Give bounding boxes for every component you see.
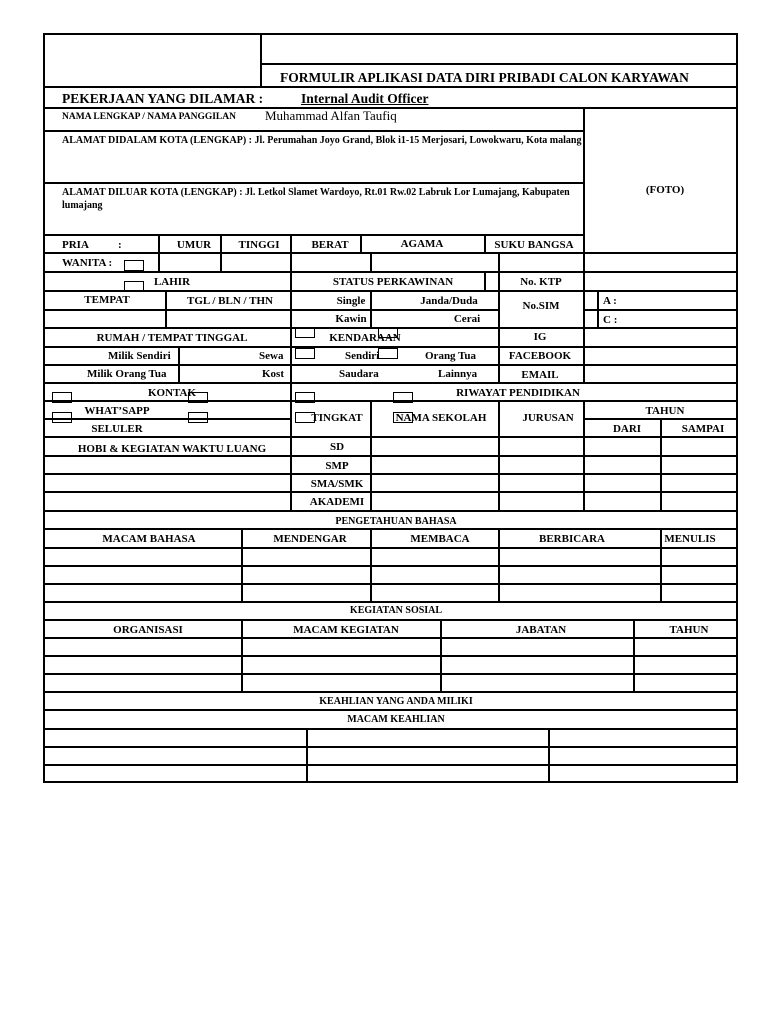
contact-header: KONTAK bbox=[147, 387, 197, 399]
grid-line-v bbox=[370, 252, 372, 271]
seluler-label: SELULER bbox=[91, 423, 143, 435]
marital-header: STATUS PERKAWINAN bbox=[332, 276, 454, 288]
grid-line-h bbox=[43, 182, 583, 184]
vehicle-own-checkbox[interactable] bbox=[378, 348, 398, 359]
email-label: EMAIL bbox=[521, 369, 559, 381]
grid-line-v bbox=[484, 271, 486, 290]
marital-cerai[interactable]: Cerai bbox=[453, 313, 481, 325]
birth-header: LAHIR bbox=[153, 276, 191, 288]
edu-level-sd: SD bbox=[329, 441, 345, 453]
fullname-value[interactable]: Muhammad Alfan Taufiq bbox=[265, 108, 397, 123]
social-activity-header: KEGIATAN SOSIAL bbox=[349, 605, 443, 616]
marital-single[interactable]: Single bbox=[336, 295, 366, 307]
grid-line-v bbox=[484, 234, 486, 252]
grid-line-h bbox=[43, 436, 738, 438]
grid-line-v bbox=[241, 528, 243, 601]
grid-line-v bbox=[498, 327, 500, 382]
religion-label: AGAMA bbox=[400, 238, 444, 250]
grid-line-h bbox=[43, 455, 738, 457]
grid-line-v bbox=[583, 107, 585, 271]
birth-checkbox[interactable] bbox=[124, 281, 144, 292]
grid-line-h bbox=[43, 691, 738, 693]
marital-janda[interactable]: Janda/Duda bbox=[420, 295, 478, 307]
address-out-city[interactable]: ALAMAT DILUAR KOTA (LENGKAP) : Jl. Letkol Slamet Wardoyo, Rt.01 Rw.02 Labruk Lor Lumajang, Kabupaten lumajang bbox=[62, 187, 570, 211]
ethnicity-label: SUKU BANGSA bbox=[494, 239, 574, 251]
grid-line-h bbox=[43, 473, 738, 475]
social-col-position: JABATAN bbox=[515, 624, 567, 636]
grid-line-v bbox=[241, 619, 243, 691]
edu-school-label: NAMA SEKOLAH bbox=[395, 412, 487, 424]
grid-line-h bbox=[43, 400, 738, 402]
weight-label: BERAT bbox=[311, 239, 349, 251]
grid-line-h bbox=[583, 309, 738, 311]
grid-line-h bbox=[43, 130, 583, 132]
ig-label: IG bbox=[533, 331, 547, 343]
height-label: TINGGI bbox=[238, 239, 280, 251]
grid-line-h bbox=[43, 418, 290, 420]
language-col-listen: MENDENGAR bbox=[273, 533, 347, 545]
photo-placeholder: (FOTO) bbox=[645, 184, 685, 196]
grid-line-h bbox=[43, 364, 738, 366]
marital-kawin[interactable]: Kawin bbox=[335, 313, 367, 325]
edu-level-smp: SMP bbox=[325, 460, 349, 472]
vehicle-header: KENDARAAN bbox=[329, 332, 401, 344]
grid-line-v bbox=[440, 619, 442, 691]
language-col-speak: BERBICARA bbox=[538, 533, 606, 545]
grid-line-h bbox=[43, 746, 738, 748]
vehicle-relative[interactable]: Saudara bbox=[339, 368, 379, 380]
sewa-checkbox[interactable] bbox=[295, 348, 315, 359]
edu-level-label: TINGKAT bbox=[311, 412, 363, 424]
grid-line-v bbox=[290, 271, 292, 327]
social-col-activity: MACAM KEGIATAN bbox=[293, 624, 399, 636]
address-in-city[interactable]: ALAMAT DIDALAM KOTA (LENGKAP) : Jl. Perumahan Joyo Grand, Blok i1-15 Merjosari, Lowokwaru, Kota malang bbox=[62, 135, 582, 146]
position-label: PEKERJAAN YANG DILAMAR : bbox=[62, 91, 264, 106]
female-checkbox[interactable] bbox=[124, 260, 144, 271]
skills-header: KEAHLIAN YANG ANDA MILIKI bbox=[319, 696, 473, 707]
grid-line-h bbox=[43, 252, 738, 254]
edu-from-label: DARI bbox=[612, 423, 642, 435]
contact-checkbox-1[interactable] bbox=[52, 392, 72, 403]
whatsapp-checkbox[interactable] bbox=[52, 412, 72, 423]
edu-major-label: JURUSAN bbox=[522, 412, 574, 424]
grid-line-v bbox=[290, 382, 292, 436]
gender-female-label: WANITA : bbox=[62, 257, 113, 269]
vehicle-checkbox[interactable] bbox=[378, 327, 398, 338]
sim-c-label: C : bbox=[603, 314, 618, 326]
grid-line-h bbox=[260, 63, 738, 65]
language-col-read: MEMBACA bbox=[410, 533, 470, 545]
housing-rent[interactable]: Sewa bbox=[259, 350, 284, 362]
vehicle-own[interactable]: Sendiri bbox=[345, 350, 380, 362]
housing-parents[interactable]: Milik Orang Tua bbox=[87, 368, 167, 380]
grid-line-v bbox=[498, 271, 500, 327]
grid-line-v bbox=[633, 619, 635, 691]
grid-line-v bbox=[260, 33, 262, 88]
grid-line-v bbox=[370, 528, 372, 601]
grid-line-h bbox=[43, 601, 738, 603]
grid-line-v bbox=[158, 234, 160, 271]
grid-line-v bbox=[290, 234, 292, 271]
language-col-type: MACAM BAHASA bbox=[102, 533, 196, 545]
fullname-label: NAMA LENGKAP / NAMA PANGGILAN bbox=[62, 112, 236, 122]
grid-line-v bbox=[660, 418, 662, 510]
grid-line-v bbox=[370, 290, 372, 327]
sim-a-label: A : bbox=[603, 295, 617, 307]
grid-line-v bbox=[220, 234, 222, 271]
grid-line-v bbox=[290, 327, 292, 382]
whatsapp-label: WHAT’SAPP bbox=[84, 405, 150, 417]
social-col-year: TAHUN bbox=[669, 624, 709, 636]
age-label: UMUR bbox=[176, 239, 212, 251]
ktp-label: No. KTP bbox=[520, 276, 562, 288]
grid-line-v bbox=[498, 528, 500, 601]
contact-checkbox-4[interactable] bbox=[393, 392, 413, 403]
contact-checkbox-3[interactable] bbox=[295, 392, 315, 403]
grid-line-v bbox=[178, 346, 180, 382]
housing-own[interactable]: Milik Sendiri bbox=[108, 350, 171, 362]
edu-to-label: SAMPAI bbox=[681, 423, 725, 435]
language-header: PENGETAHUAN BAHASA bbox=[335, 516, 457, 527]
housing-checkbox[interactable] bbox=[295, 327, 315, 338]
grid-line-h bbox=[43, 491, 738, 493]
grid-line-h bbox=[43, 86, 738, 88]
seluler-checkbox[interactable] bbox=[188, 412, 208, 423]
grid-line-h bbox=[43, 510, 738, 512]
grid-line-v bbox=[165, 290, 167, 327]
grid-line-h bbox=[43, 547, 738, 549]
grid-line-v bbox=[583, 327, 585, 382]
housing-kost[interactable]: Kost bbox=[262, 368, 284, 380]
grid-line-v bbox=[306, 728, 308, 783]
form-title: FORMULIR APLIKASI DATA DIRI PRIBADI CALON KARYAWAN bbox=[280, 70, 689, 85]
vehicle-other[interactable]: Lainnya bbox=[438, 368, 478, 380]
grid-line-v bbox=[548, 728, 550, 783]
grid-line-h bbox=[43, 583, 738, 585]
grid-line-h bbox=[43, 728, 738, 730]
skills-subheader: MACAM KEAHLIAN bbox=[347, 714, 445, 725]
grid-line-h bbox=[43, 290, 738, 292]
contact-checkbox-2[interactable] bbox=[188, 392, 208, 403]
housing-header: RUMAH / TEMPAT TINGGAL bbox=[96, 332, 248, 344]
birth-date-label: TGL / BLN / THN bbox=[187, 295, 273, 307]
grid-line-v bbox=[583, 271, 585, 327]
edu-year-label: TAHUN bbox=[645, 405, 685, 417]
grid-line-v bbox=[360, 234, 362, 252]
grid-line-h bbox=[43, 382, 738, 384]
sim-label: No.SIM bbox=[522, 300, 560, 312]
grid-line-h bbox=[43, 764, 738, 766]
position-value[interactable]: Internal Audit Officer bbox=[301, 91, 429, 106]
grid-line-v bbox=[660, 528, 662, 601]
grid-line-h bbox=[43, 234, 583, 236]
social-col-org: ORGANISASI bbox=[113, 624, 183, 636]
gender-colon: : bbox=[118, 239, 122, 251]
birth-place-label: TEMPAT bbox=[84, 294, 130, 306]
edu-level-akademi: AKADEMI bbox=[309, 496, 365, 508]
hobby-header: HOBI & KEGIATAN WAKTU LUANG bbox=[77, 443, 267, 455]
grid-line-h bbox=[43, 271, 738, 273]
vehicle-parents[interactable]: Orang Tua bbox=[425, 350, 477, 362]
grid-line-h bbox=[43, 709, 738, 711]
grid-line-v bbox=[498, 252, 500, 271]
grid-line-h bbox=[43, 565, 738, 567]
edu-level-sma: SMA/SMK bbox=[310, 478, 364, 490]
facebook-label: FACEBOOK bbox=[508, 350, 572, 362]
grid-line-h bbox=[43, 309, 498, 311]
gender-male-label: PRIA bbox=[62, 239, 89, 251]
grid-line-h bbox=[43, 528, 738, 530]
language-col-write: MENULIS bbox=[664, 533, 716, 545]
education-header: RIWAYAT PENDIDIKAN bbox=[456, 387, 580, 399]
